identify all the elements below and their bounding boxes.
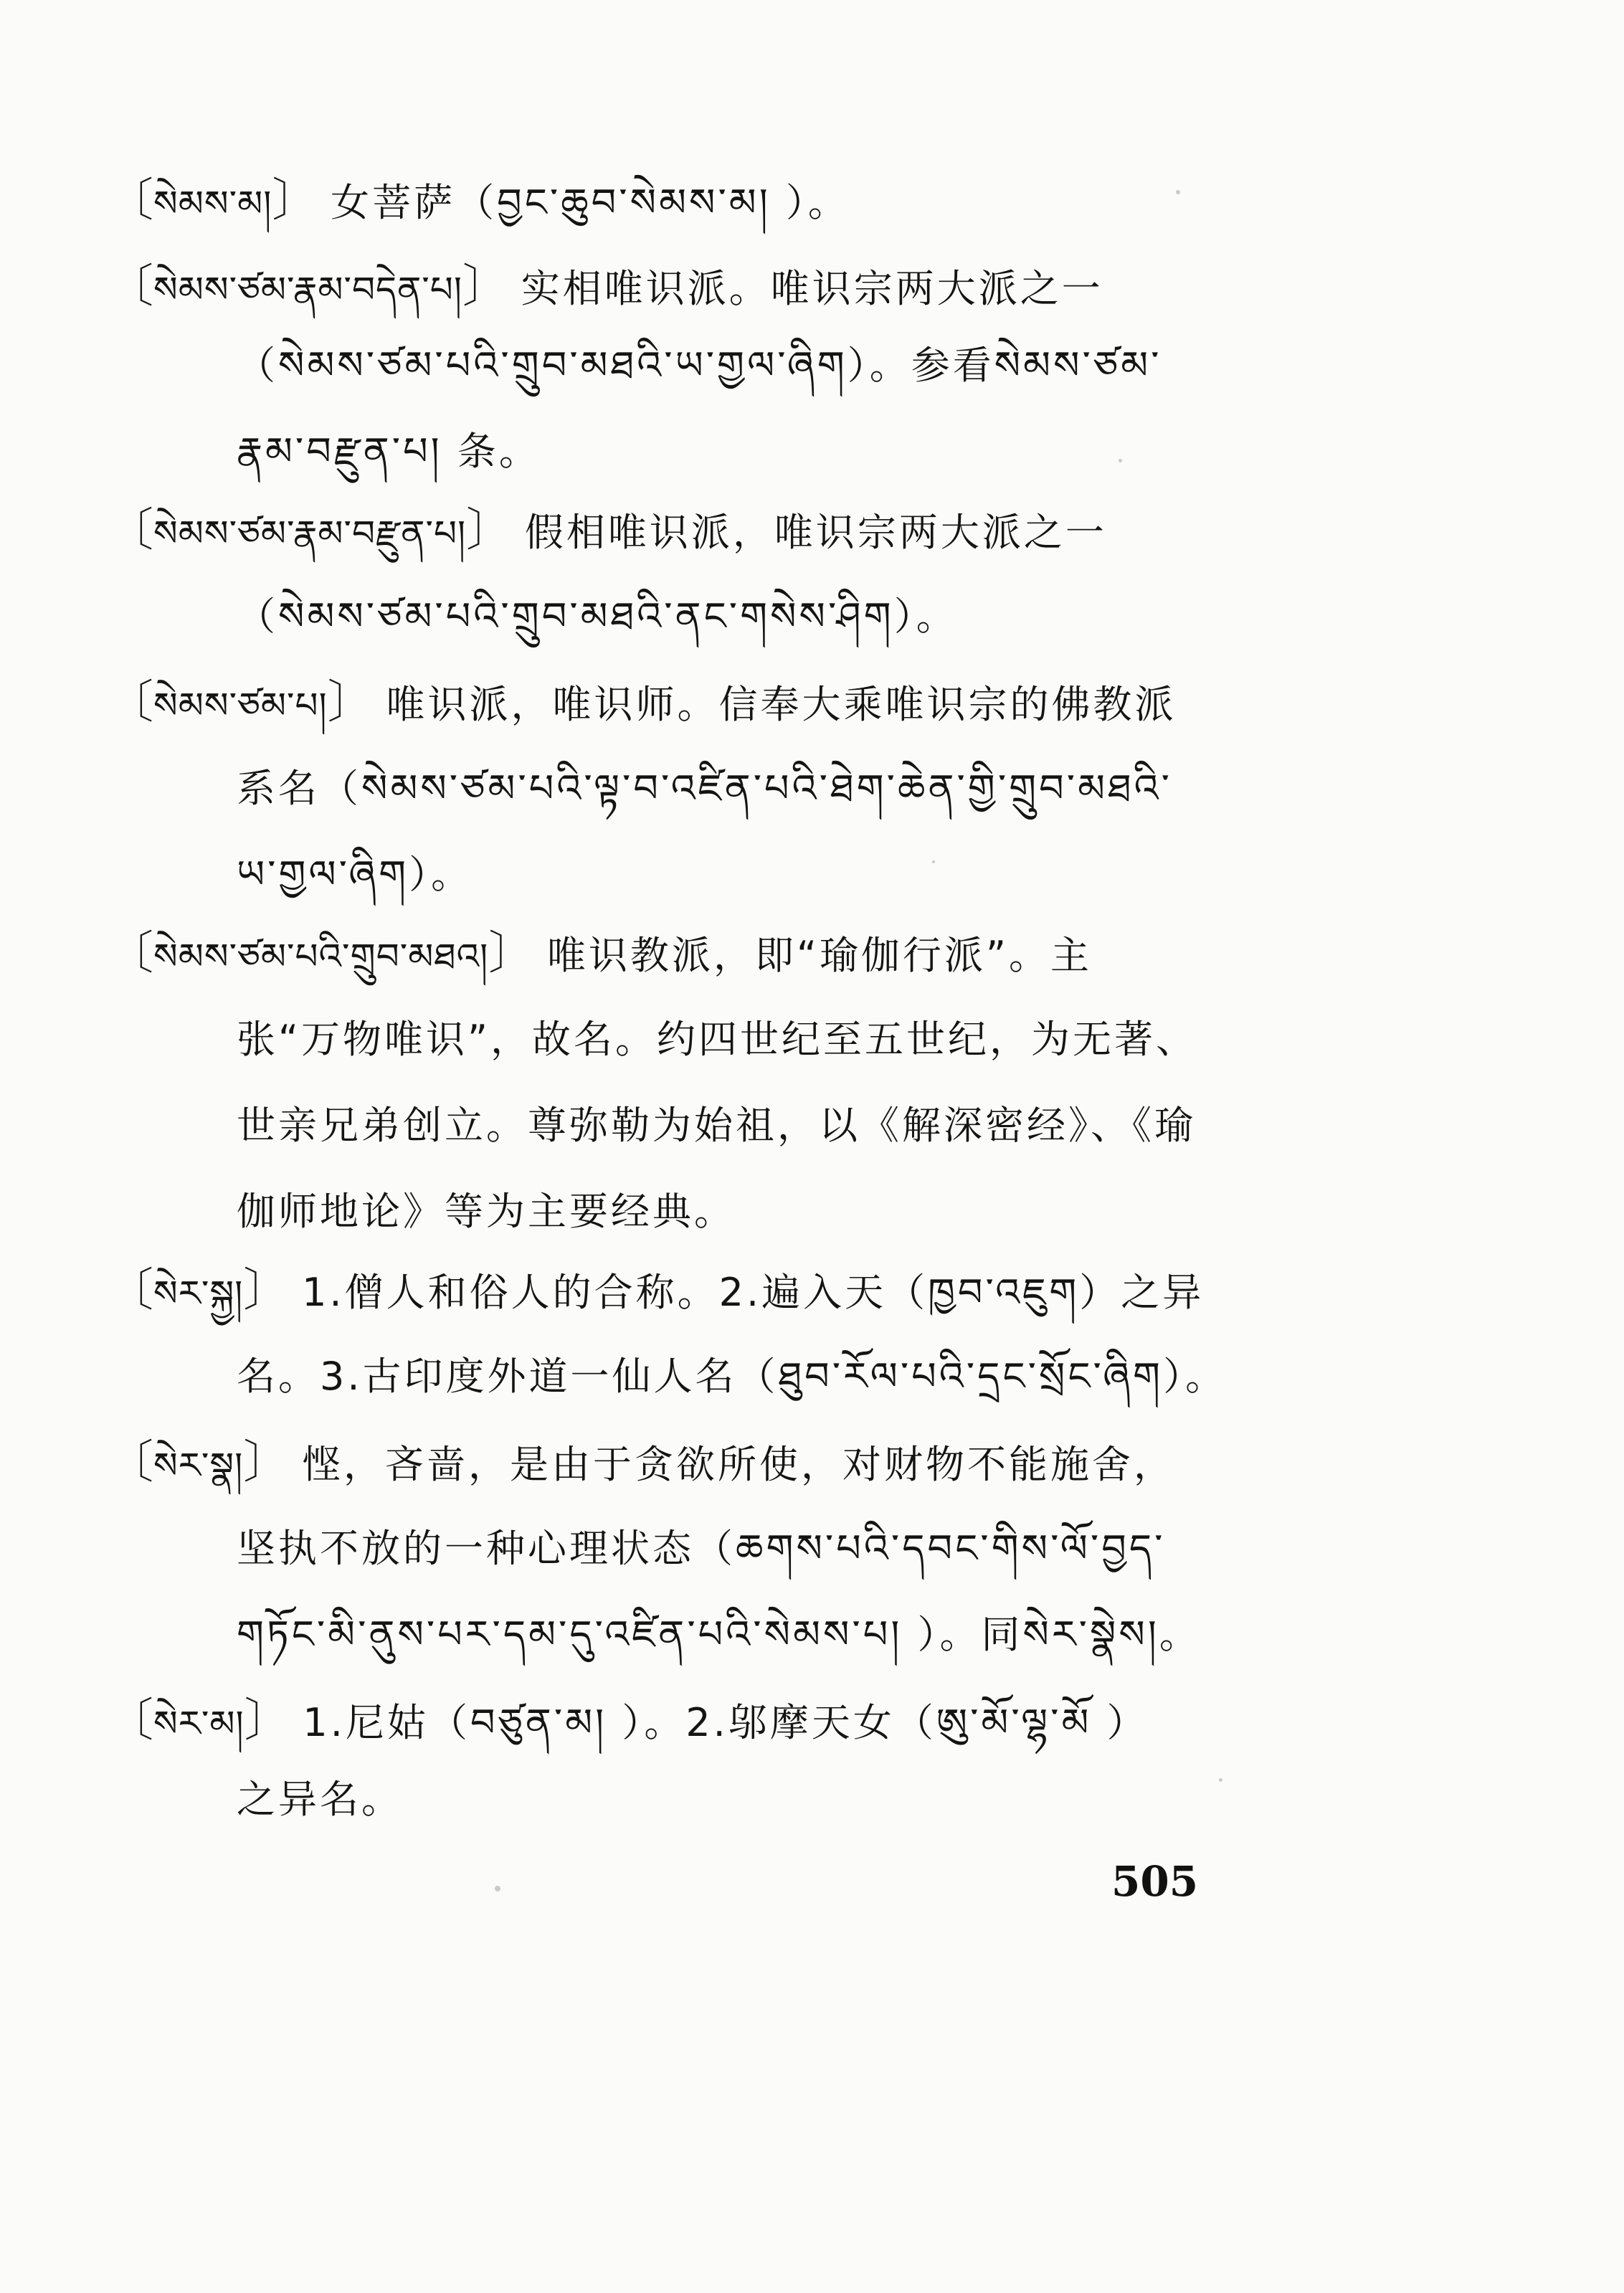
entry-definition: 1.僧人和俗人的合称。2.遍入天（ཁྱབ་འཇུག）之异 (302, 1270, 1205, 1315)
entry-7-line-2 (237, 1520, 1165, 1577)
entry-5-line-1: 〔སེམས་ཙམ་པའི་གྲུབ་མཐའ།〕 唯识教派，即“瑜伽行派”。主 (108, 927, 1092, 980)
entry-definition: 坚执不放的一种心理状态（ཆགས་པའི་དབང་གིས་ལོ་བྱད་ (237, 1526, 1166, 1571)
scan-speck (1119, 459, 1122, 462)
entry-definition: 实相唯识派。唯识宗两大派之一 (521, 266, 1103, 311)
entry-headword: སེམས་མ། (153, 183, 272, 224)
entry-headword: སེམས་ཙམ་པ། (153, 685, 328, 726)
entry-8-line-2 (237, 1771, 403, 1828)
entry-definition: རྣམ་བརྫུན་པ། 条。 (237, 429, 541, 474)
entry-definition: 名。3.古印度外道一仙人名（ཐུབ་རོལ་པའི་དྲང་སྲོང་ཞིག）。 (237, 1354, 1228, 1399)
entry-7-line-3 (237, 1606, 1201, 1663)
entry-7-line-1: 〔སེར་སྣ།〕 悭，吝啬，是由于贪欲所使，对财物不能施舍， (108, 1436, 1176, 1489)
entry-headword: སེར་མ། (153, 1703, 244, 1744)
scan-speck (1176, 190, 1180, 194)
entry-headword: སེར་སྣ། (153, 1445, 244, 1486)
entry-definition: 伽师地论》等为主要经典。 (237, 1189, 736, 1234)
entry-8-line-1: 〔སེར་མ།〕 1.尼姑（བཙུན་མ། ）。2.邬摩天女（ཨུ་མོ་ལྷ་མོ ） (108, 1694, 1149, 1747)
entry-3-line-1: 〔སེམས་ཙམ་རྣམ་བརྫུན་པ།〕 假相唯识派，唯识宗两大派之一 (108, 504, 1107, 557)
entry-definition: ཡ་གྱལ་ཞིག）。 (237, 852, 473, 897)
entry-definition: 之异名。 (237, 1777, 403, 1822)
entry-definition: 唯识派，唯识师。信奉大乘唯识宗的佛教派 (386, 682, 1177, 727)
entry-definition: 系名（སེམས་ཙམ་པའི་ལྟ་བ་འཛིན་པའི་ཐེག་ཆེན་གྱི་གྲུབ་མཐའི་ (237, 766, 1173, 811)
entry-4-line-1: 〔སེམས་ཙམ་པ།〕 唯识派，唯识师。信奉大乘唯识宗的佛教派 (108, 676, 1177, 729)
scan-speck (495, 1886, 500, 1891)
entry-definition: 假相唯识派，唯识宗两大派之一 (524, 510, 1107, 555)
entry-6-line-1: 〔སེར་སྐྱ།〕 1.僧人和俗人的合称。2.遍入天（ཁྱབ་འཇུག）之异 (108, 1264, 1205, 1317)
entry-definition: གཏོང་མི་ནུས་པར་དམ་དུ་འཛིན་པའི་སེམས་པ། ）。同སེར་སྣེས།。 (237, 1612, 1201, 1657)
entry-4-line-3 (237, 846, 473, 903)
entry-definition: 女菩萨（བྱང་ཆུབ་སེམས་མ། ）。 (331, 180, 850, 225)
page-number: 505 (1111, 1857, 1199, 1906)
scan-speck (932, 860, 935, 863)
entry-definition: （སེམས་ཙམ་པའི་གྲུབ་མཐའི་ཡ་གྱལ་ཞིག）。参看སེམས་ཙམ་ (237, 343, 1162, 388)
entry-definition: 1.尼姑（བཙུན་མ། ）。2.邬摩天女（ཨུ་མོ་ལྷ་མོ ） (303, 1700, 1149, 1745)
entry-2-line-3 (237, 423, 541, 480)
entry-headword: སེར་སྐྱ། (153, 1273, 244, 1314)
entry-4-line-2 (237, 760, 1172, 817)
entry-3-line-2 (237, 588, 958, 645)
entry-2-line-2 (237, 337, 1162, 394)
entry-5-line-4 (237, 1183, 736, 1240)
entry-definition: （སེམས་ཙམ་པའི་གྲུབ་མཐའི་ནང་གསེས་ཤིག）。 (237, 594, 958, 639)
entry-1-line-1: 〔སེམས་མ།〕 女菩萨（བྱང་ཆུབ་སེམས་མ། ）。 (108, 174, 850, 227)
entry-headword: སེམས་ཙམ་རྣམ་བདེན་པ། (153, 269, 462, 310)
entry-definition: 唯识教派，即“瑜伽行派”。主 (547, 933, 1092, 978)
entry-6-line-2 (237, 1348, 1227, 1405)
entry-headword: སེམས་ཙམ་པའི་གྲུབ་མཐའ། (153, 936, 489, 977)
entry-5-line-2 (237, 1011, 1197, 1068)
entry-2-line-1: 〔སེམས་ཙམ་རྣམ་བདེན་པ།〕 实相唯识派。唯识宗两大派之一 (108, 260, 1103, 313)
scan-speck (1219, 1778, 1222, 1782)
entry-5-line-3 (237, 1097, 1196, 1154)
entry-headword: སེམས་ཙམ་རྣམ་བརྫུན་པ། (153, 513, 467, 554)
entry-definition: 世亲兄弟创立。尊弥勒为始祖，以《解深密经》、《瑜 (237, 1103, 1196, 1148)
entry-definition: 悭，吝啬，是由于贪欲所使，对财物不能施舍， (302, 1442, 1176, 1487)
entry-definition: 张“万物唯识”，故名。约四世纪至五世纪，为无著、 (237, 1017, 1197, 1062)
